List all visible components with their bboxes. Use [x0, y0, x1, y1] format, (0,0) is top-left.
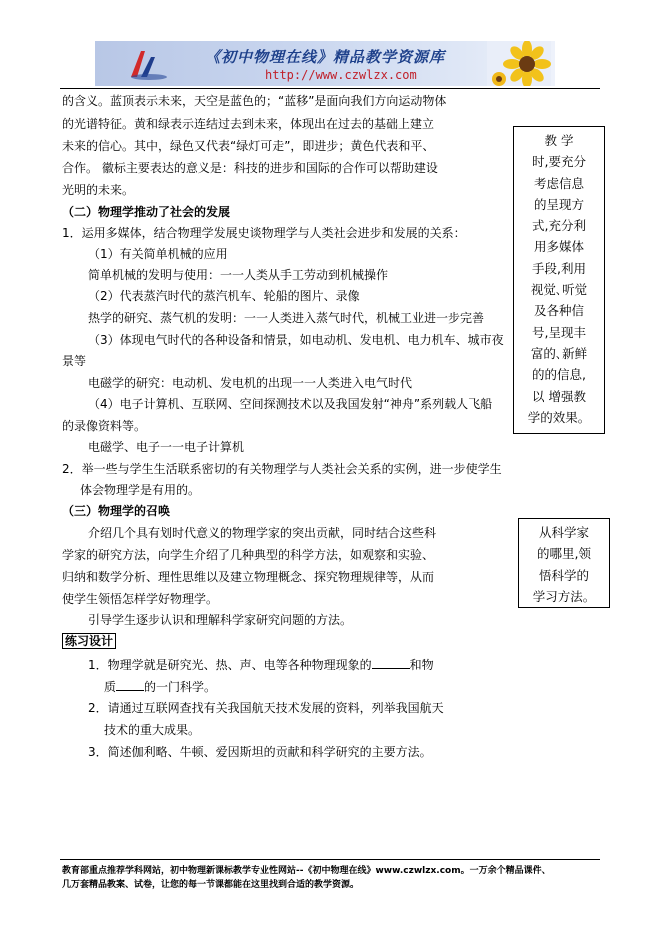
- practice-question-2-cont: 技术的重大成果。: [104, 723, 201, 737]
- list-item: 简单机械的发明与使用：一一人类从手工劳动到机械操作: [88, 268, 389, 282]
- side-note-line: 的哪里,领: [537, 546, 591, 562]
- paragraph-line: 介绍几个具有划时代意义的物理学家的突出贡献，同时结合这些科: [88, 526, 437, 540]
- side-note-line: 时,要充分: [532, 154, 586, 170]
- answer-blank: [116, 678, 144, 691]
- answer-blank: [372, 656, 410, 669]
- paragraph-line: 归纳和数学分析、理性思维以及建立物理概念、探究物理规律等，从而: [62, 570, 435, 584]
- practice-heading-text: 练习设计: [62, 633, 116, 649]
- banner-title: 《初中物理在线》精品教学资源库: [205, 48, 446, 66]
- header-banner: [95, 41, 555, 86]
- side-note-scientists: [518, 518, 610, 608]
- paragraph-line: 学家的研究方法，向学生介绍了几种典型的科学方法，如观察和实验、: [62, 548, 435, 562]
- sunflower-icon: [487, 41, 551, 86]
- list-item: 电磁学的研究：电动机、发电机的出现一一人类进入电气时代: [88, 376, 413, 390]
- body-line: 光明的未来。: [62, 183, 135, 197]
- practice-question-2: 2．请通过互联网查找有关我国航天技术发展的资料，列举我国航天: [88, 701, 444, 715]
- list-item: （1）有关简单机械的应用: [88, 247, 228, 261]
- practice-question-1-cont: [104, 678, 216, 696]
- practice-question-3: 3．简述伽利略、牛顿、爱因斯坦的贡献和科学研究的主要方法。: [88, 745, 432, 759]
- side-note-line: 学习方法。: [532, 588, 596, 604]
- list-item: 2．举一些与学生生活联系密切的有关物理学与人类社会关系的实例，进一步使学生: [62, 462, 502, 476]
- list-item: （4）电子计算机、互联网、空间探测技术以及我国发射“神舟”系列载人飞船: [88, 397, 493, 411]
- side-note-line: 手段,利用: [532, 260, 586, 276]
- list-item: （3）体现电气时代的各种设备和情景，如电动机、发电机、电力机车、城市夜: [88, 333, 504, 347]
- side-note-line: 以 增强教: [532, 388, 586, 404]
- side-note-line: 教 学: [544, 133, 574, 148]
- paragraph-line: 引导学生逐步认识和理解科学家研究问题的方法。: [88, 613, 353, 627]
- body-line: 未来的信心。其中，绿色又代表“绿灯可走”，即进步；黄色代表和平、: [62, 139, 435, 153]
- header-divider: [60, 88, 600, 89]
- question-text: 质: [104, 680, 117, 694]
- paragraph-line: 使学生领悟怎样学好物理学。: [62, 592, 219, 606]
- side-note-line: 悟科学的: [538, 567, 589, 583]
- side-note-line: 用多媒体: [533, 239, 584, 255]
- practice-heading: [62, 633, 116, 650]
- list-item: （2）代表蒸汽时代的蒸汽机车、轮船的图片、录像: [88, 289, 360, 303]
- side-note-line: 式,充分利: [532, 218, 586, 234]
- side-note-line: 及各种信: [533, 303, 584, 319]
- side-note-line: 从科学家: [538, 525, 589, 540]
- section-heading: （三）物理学的召唤: [62, 504, 171, 518]
- list-item: 电磁学、电子一一电子计算机: [88, 440, 245, 454]
- footer-divider: [60, 859, 600, 860]
- question-text: 和物: [409, 658, 434, 672]
- side-note-multimedia: [513, 126, 605, 434]
- side-note-line: 视觉､听觉: [530, 282, 588, 298]
- question-text: 1．物理学就是研究光、热、声、电等各种物理现象的: [88, 658, 372, 672]
- body-line: 的光谱特征。黄和绿表示连结过去到未来，体现出在过去的基础上建立: [62, 117, 435, 131]
- footer-line: 教育部重点推荐学科网站，初中物理新课标教学专业性网站--《初中物理在线》www.czwlzx.com。一万余个精品课件、: [62, 866, 551, 876]
- list-item: 景等: [62, 354, 87, 368]
- side-note-line: 号,呈现丰: [532, 324, 586, 340]
- body-line: 合作。 徽标主要表达的意义是：科技的进步和国际的合作可以帮助建设: [62, 161, 438, 175]
- list-item: 热学的研究、蒸气机的发明：一一人类进入蒸气时代，机械工业进一步完善: [88, 311, 485, 325]
- side-note-line: 考虑信息: [533, 175, 584, 191]
- footer-line: 几万套精品教案、试卷，让您的每一节课都能在这里找到合适的教学资源。: [62, 880, 360, 890]
- side-note-line: 富的､新鲜: [530, 345, 588, 361]
- body-line: 的含义。蓝顶表示未来，天空是蓝色的；“蓝移”是面向我们方向运动物体: [62, 94, 447, 108]
- list-item: 的录像资料等。: [62, 419, 147, 433]
- section-heading: （二）物理学推动了社会的发展: [62, 205, 231, 219]
- practice-question-1: [88, 656, 434, 674]
- side-note-line: 的呈现方: [533, 196, 584, 212]
- side-note-line: 学的效果。: [527, 409, 591, 425]
- list-item: 体会物理学是有用的。: [80, 483, 201, 497]
- list-item: 1．运用多媒体，结合物理学发展史谈物理学与人类社会进步和发展的关系：: [62, 226, 466, 240]
- site-logo-icon: [127, 47, 167, 81]
- banner-url: http://www.czwlzx.com: [265, 68, 417, 82]
- question-text: 的一门科学。: [144, 680, 217, 694]
- side-note-line: 的的信息,: [532, 367, 586, 383]
